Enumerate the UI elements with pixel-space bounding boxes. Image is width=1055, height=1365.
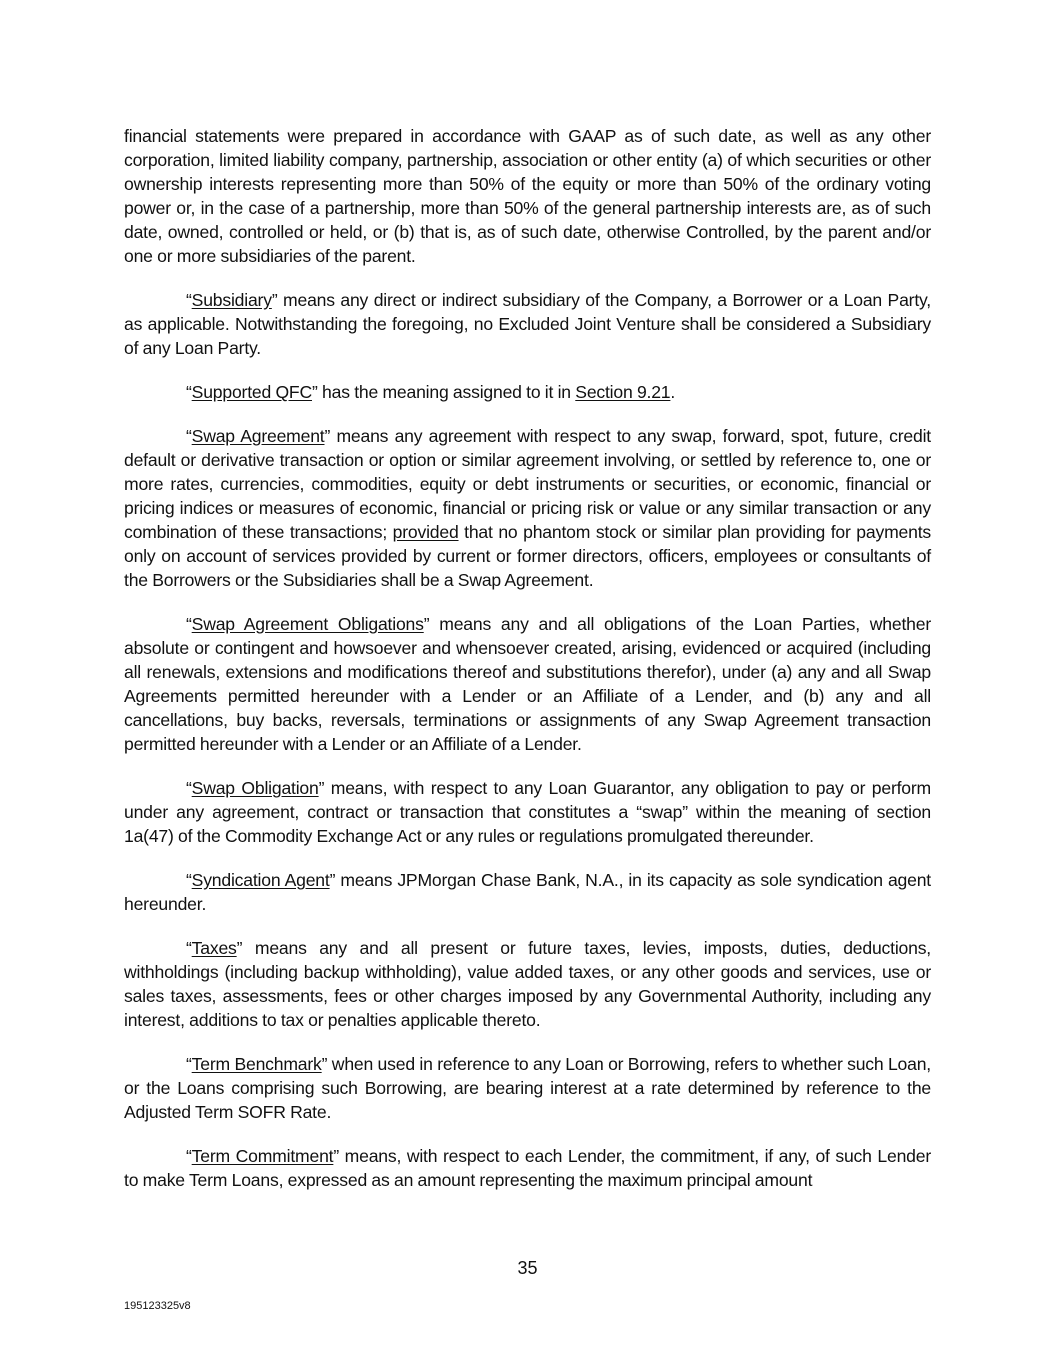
defined-term: Swap Agreement Obligations <box>191 614 424 634</box>
defined-term: Term Benchmark <box>191 1054 322 1074</box>
page-number: 35 <box>517 1258 538 1278</box>
paragraph-text: ” means, with respect to each Lender, the commitment, if any, of such Lender to make Term Loans, expressed as an amount representing the maximum principal amount <box>124 1146 931 1190</box>
paragraph-text: “ <box>186 1054 192 1074</box>
document-body <box>124 124 931 1212</box>
paragraph-text: “ <box>186 1146 192 1166</box>
defined-term: Taxes <box>191 938 237 958</box>
defined-term: Syndication Agent <box>191 870 330 890</box>
paragraph-text: ” means any direct or indirect subsidiary of the Company, a Borrower or a Loan Party, as applicable. Notwithstanding the foregoing, no Excluded Joint Venture shall be considered a Subsidiary of any Loan Party. <box>124 290 931 358</box>
paragraph-text: ” has the meaning assigned to it in <box>312 382 576 402</box>
paragraph <box>124 1052 931 1124</box>
paragraph-text: “ <box>186 870 192 890</box>
paragraph-text: “ <box>186 290 192 310</box>
defined-term: Swap Obligation <box>191 778 319 798</box>
paragraph <box>124 612 931 756</box>
paragraph-text: . <box>670 382 676 402</box>
paragraph-text: ” when used in reference to any Loan or Borrowing, refers to whether such Loan, or the Loans comprising such Borrowing, are bearing interest at a rate determined by reference to the Adjusted Term SOFR Rate. <box>124 1054 931 1122</box>
paragraph <box>124 1144 931 1192</box>
paragraph-text: financial statements were prepared in accordance with GAAP as of such date, as well as any other corporation, limited liability company, partnership, association or other entity (a) of which securities or other ownership interests representing more than 50% of the equity or more than 50% of the ordinary voting power or, in the case of a partnership, more than 50% of the general partnership interests are, as of such date, owned, controlled or held, or (b) that is, as of such date, otherwise Controlled, by the parent and/or one or more subsidiaries of the parent. <box>124 126 931 266</box>
paragraph-text: ” means any and all obligations of the Loan Parties, whether absolute or contingent and howsoever and whensoever created, arising, evidenced or acquired (including all renewals, extensions and modifications thereof and substitutions therefor), under (a) any and all Swap Agreements permitted hereunder with a Lender or an Affiliate of a Lender, and (b) any and all cancellations, buy backs, reversals, terminations or assignments of any Swap Agreement transaction permitted hereunder with a Lender or an Affiliate of a Lender. <box>124 614 931 754</box>
paragraph-text: “ <box>186 614 192 634</box>
paragraph <box>124 776 931 848</box>
paragraph-text: “ <box>186 382 192 402</box>
defined-term: Swap Agreement <box>191 426 325 446</box>
paragraph <box>124 936 931 1032</box>
paragraph-text: “ <box>186 938 192 958</box>
document-id: 195123325v8 <box>124 1300 191 1312</box>
defined-term: Supported QFC <box>191 382 312 402</box>
paragraph-text: “ <box>186 778 192 798</box>
paragraph <box>124 288 931 360</box>
paragraph-text: ” means any and all present or future taxes, levies, imposts, duties, deductions, withholdings (including backup withholding), value added taxes, or any other goods and services, use or sales taxes, assessments, fees or other charges imposed by any Governmental Authority, including any interest, additions to tax or penalties applicable thereto. <box>124 938 931 1030</box>
paragraph <box>124 868 931 916</box>
defined-term: Term Commitment <box>191 1146 334 1166</box>
paragraph <box>124 380 931 404</box>
defined-term: Subsidiary <box>191 290 272 310</box>
paragraph-text: ” means any agreement with respect to any swap, forward, spot, future, credit default or derivative transaction or option or similar agreement involving, or settled by reference to, one or more rates, currencies, commodities, equity or debt instruments or securities, or economic, financial or pricing indices or measures of economic, financial or pricing risk or value or any similar transaction or any combination of these transactions; <box>124 426 932 542</box>
paragraph <box>124 424 931 592</box>
paragraph-text: “ <box>186 426 192 446</box>
paragraph-text: ” means, with respect to any Loan Guarantor, any obligation to pay or perform under any agreement, contract or transaction that constitutes a “swap” within the meaning of section 1a(47) of the Commodity Exchange Act or any rules or regulations promulgated thereunder. <box>124 778 931 846</box>
defined-term: provided <box>392 522 459 542</box>
paragraph-text: ” means JPMorgan Chase Bank, N.A., in its capacity as sole syndication agent hereunder. <box>124 870 931 914</box>
paragraph <box>124 124 931 268</box>
paragraph-text: that no phantom stock or similar plan providing for payments only on account of services provided by current or former directors, officers, employees or consultants of the Borrowers or the Subsidiaries shall be a Swap Agreement. <box>124 522 931 590</box>
defined-term: Section 9.21 <box>575 382 671 402</box>
